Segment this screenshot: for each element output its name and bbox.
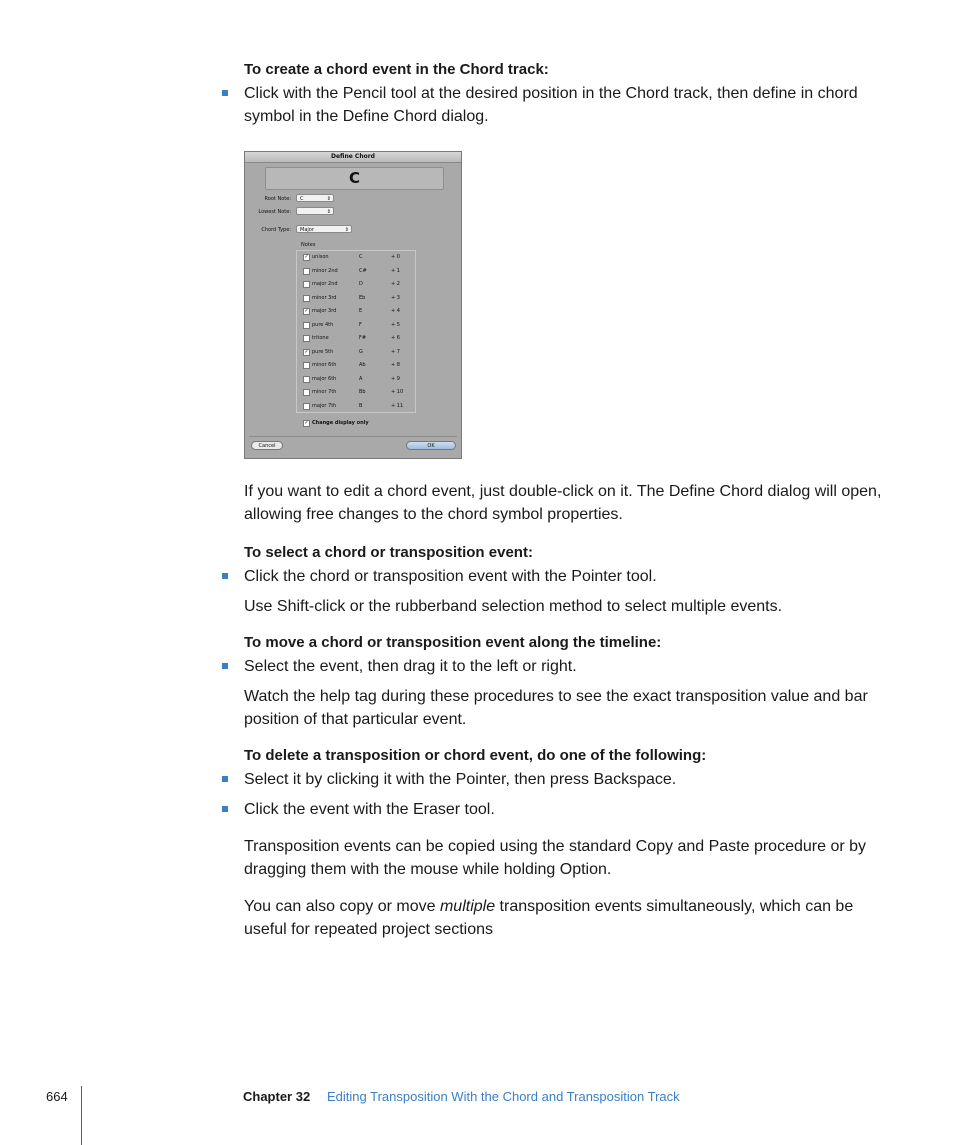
chord-symbol-display: C [265,167,444,190]
note-checkbox[interactable] [303,322,310,329]
paragraph-multiple-after: transposition events simultaneously, which can be useful for repeated project sections [244,898,854,938]
heading-select-event: To select a chord or transposition event: [244,544,533,561]
dialog-title: Define Chord [245,152,461,163]
note-row[interactable] [303,266,413,276]
paragraph-multiple [244,895,884,941]
note-checkbox[interactable] [303,268,310,275]
note-row[interactable] [303,306,413,316]
note-name: minor 2nd [312,267,338,274]
bullet-text: Click the chord or transposition event with the Pointer tool. [244,568,657,585]
note-interval: + 8 [391,362,400,368]
note-checkbox[interactable]: ✓ [304,308,309,314]
note-row[interactable] [303,293,413,303]
note-row[interactable] [303,374,413,384]
chord-type-label: Chord Type: [261,227,291,233]
change-display-checkbox[interactable]: ✓ [304,420,309,426]
note-row[interactable] [303,252,413,262]
note-pitch: A [359,375,363,382]
root-note-value: C [300,196,304,202]
paragraph-edit: If you want to edit a chord event, just double-click on it. The Define Chord dialog will open, allowing free changes to the chord symbol properties. [244,483,882,523]
note-checkbox[interactable] [303,295,310,302]
bullet-square-icon [222,806,228,812]
note-interval: + 5 [391,321,400,328]
note-row[interactable] [303,333,413,343]
note-checkbox[interactable]: ✓ [304,348,309,355]
paragraph-select: Use Shift-click or the rubberband selection method to select multiple events. [244,598,783,615]
bullet-square-icon [222,573,228,579]
heading-create-chord: To create a chord event in the Chord track: [244,61,549,78]
change-display-row[interactable] [303,418,413,428]
updown-arrow-icon: ⇕ [344,227,349,233]
note-interval: + 1 [391,267,400,274]
note-checkbox[interactable] [303,281,310,288]
note-name: major 2nd [312,281,338,287]
note-name: minor 7th [312,389,337,395]
lowest-note-label: Lowest Note: [258,209,291,215]
note-pitch: Eb [359,294,366,301]
chord-type-value: Major [300,227,314,233]
bullet-text: Select it by clicking it with the Pointer, then press Backspace. [244,771,677,788]
paragraph-multiple-before: You can also copy or move [244,898,440,915]
note-name: major 7th [312,402,337,409]
updown-arrow-icon: ⇕ [326,209,331,215]
note-pitch: C# [359,267,367,274]
note-interval: + 3 [391,294,400,301]
chord-type-select[interactable] [296,225,352,233]
note-pitch: B [359,402,363,409]
page-number: 664 [46,1089,68,1104]
cancel-button[interactable]: Cancel [251,441,283,450]
note-name: tritone [312,335,329,341]
footer-rule [81,1086,82,1145]
note-interval: + 2 [391,281,400,287]
updown-arrow-icon: ⇕ [326,196,331,202]
note-checkbox[interactable] [303,335,310,342]
notes-caption: Notes [301,242,316,248]
note-interval: + 11 [391,402,404,409]
note-row[interactable] [303,279,413,289]
note-interval: + 0 [391,254,400,260]
change-display-label: Change display only [312,420,369,426]
note-name: major 3rd [312,308,337,314]
paragraph-copy: Transposition events can be copied using the standard Copy and Paste procedure or by dragging them with the mouse while holding Option. [244,838,867,878]
note-row[interactable] [303,387,413,397]
root-note-label: Root Note: [264,196,291,202]
bullet-square-icon [222,663,228,669]
note-checkbox[interactable] [303,376,310,383]
ok-button[interactable]: OK [406,441,456,450]
note-name: pure 4th [312,321,334,328]
footer-chapter-title: Editing Transposition With the Chord and Transposition Track [327,1089,680,1104]
dialog-separator [249,436,457,437]
bullet-text: Select the event, then drag it to the left or right. [244,658,577,675]
note-pitch: F# [359,335,367,341]
note-pitch: E [359,308,363,314]
note-interval: + 10 [391,389,404,395]
bullet-text: Click with the Pencil tool at the desired position in the Chord track, then define in chord symbol in the Define Chord dialog. [244,85,858,125]
note-pitch: Ab [359,362,366,368]
bullet-square-icon [222,776,228,782]
note-name: minor 3rd [312,294,337,301]
note-interval: + 6 [391,335,400,341]
note-pitch: D [359,281,363,287]
note-checkbox[interactable] [303,362,310,369]
note-row[interactable] [303,360,413,370]
note-pitch: G [359,348,363,355]
note-checkbox[interactable] [303,403,310,410]
note-name: unison [312,254,329,260]
heading-delete-event: To delete a transposition or chord event, do one of the following: [244,747,707,764]
note-interval: + 7 [391,348,400,355]
note-pitch: C [359,254,363,260]
root-note-select[interactable] [296,194,334,202]
note-interval: + 4 [391,308,400,314]
note-row[interactable] [303,401,413,411]
lowest-note-select[interactable] [296,207,334,215]
footer-chapter: Chapter 32 [243,1089,311,1104]
note-checkbox[interactable]: ✓ [304,254,309,260]
note-row[interactable] [303,320,413,330]
note-row[interactable] [303,347,413,357]
paragraph-multiple-emphasis: multiple [439,898,496,915]
paragraph-move: Watch the help tag during these procedures to see the exact transposition value and bar position of that particular event. [244,688,868,728]
note-pitch: F [359,321,362,328]
note-name: major 6th [312,375,337,382]
define-chord-dialog [244,151,462,459]
note-name: minor 6th [312,362,337,368]
note-name: pure 5th [312,348,334,355]
note-pitch: Bb [359,389,366,395]
note-checkbox[interactable] [303,389,310,396]
heading-move-event: To move a chord or transposition event along the timeline: [244,634,662,651]
bullet-text: Click the event with the Eraser tool. [244,801,495,818]
note-interval: + 9 [391,375,400,382]
bullet-square-icon [222,90,228,96]
